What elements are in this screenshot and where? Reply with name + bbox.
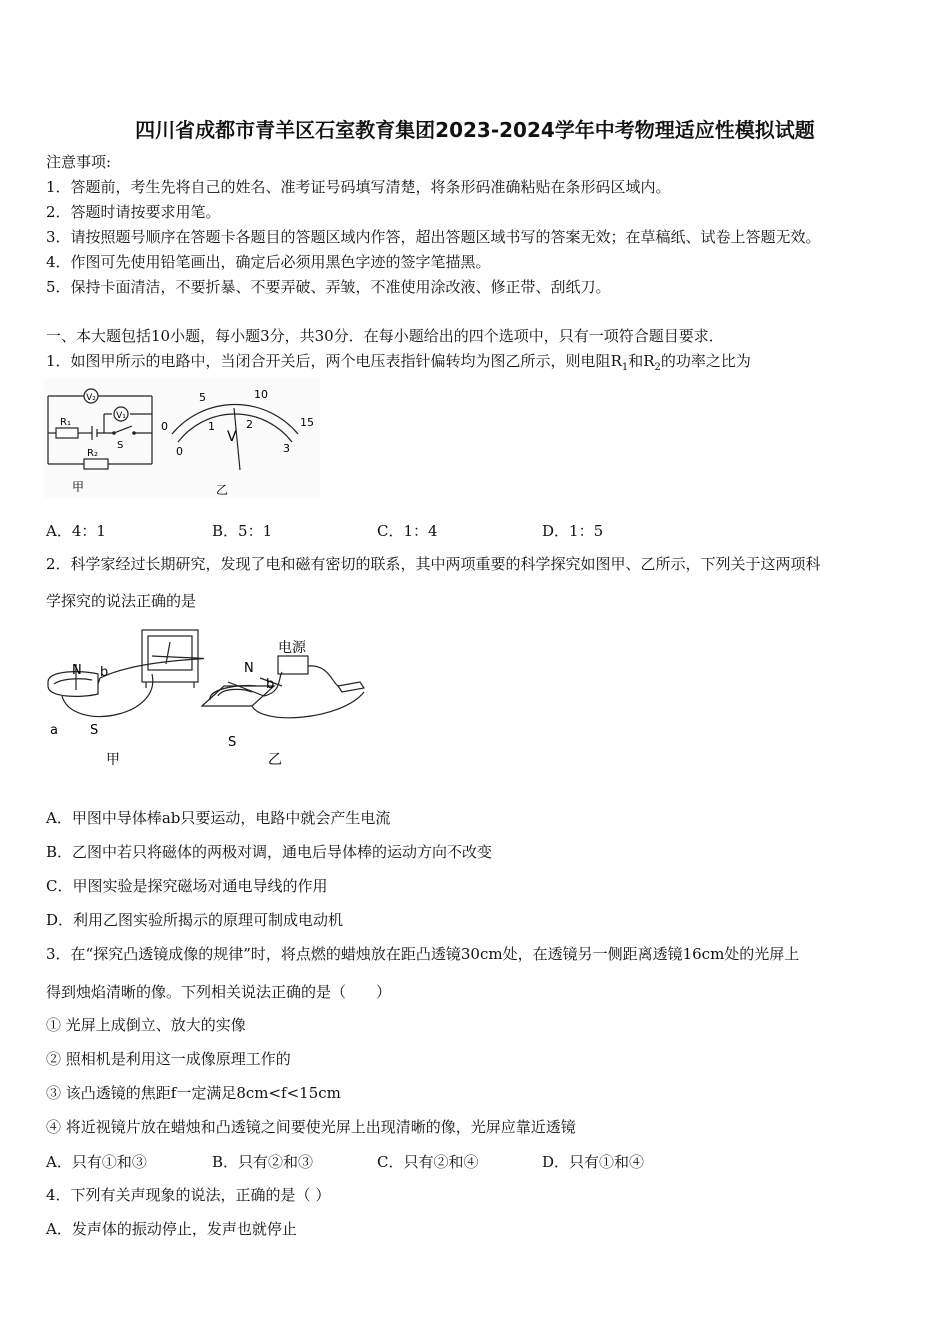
tick-top-5: 5 bbox=[199, 391, 206, 404]
tick-bottom-2: 2 bbox=[246, 418, 253, 431]
switch-label: S bbox=[117, 440, 124, 451]
q1-option-a[interactable]: A．4：1 bbox=[46, 522, 106, 540]
notice-heading: 注意事项: bbox=[46, 153, 112, 171]
q2-option-b[interactable]: B．乙图中若只将磁体的两极对调，通电后导体棒的运动方向不改变 bbox=[46, 843, 493, 861]
q3-statement-2: ② 照相机是利用这一成像原理工作的 bbox=[46, 1050, 291, 1068]
notice-item-1: 1．答题前，考生先将自己的姓名、准考证号码填写清楚，将条形码准确粘贴在条形码区域内。 bbox=[46, 178, 671, 196]
q4-option-a[interactable]: A．发声体的振动停止，发声也就停止 bbox=[46, 1220, 297, 1238]
question-2-stem-line-1: 2．科学家经过长期研究，发现了电和磁有密切的联系，其中两项重要的科学探究如图甲、乙所示，下列关于这两项科 bbox=[46, 555, 821, 573]
figure-2-jia-label: 甲 bbox=[106, 752, 120, 768]
yi-b-label: b bbox=[266, 677, 275, 692]
question-3-stem-line-1: 3．在“探究凸透镜成像的规律”时，将点燃的蜡烛放在距凸透镜30cm处，在透镜另一侧距离透镜16cm处的光屏上 bbox=[46, 945, 800, 963]
page-title: 四川省成都市青羊区石室教育集团2023-2024学年中考物理适应性模拟试题 bbox=[135, 118, 815, 142]
notice-item-5: 5．保持卡面清洁，不要折暴、不要弄破、弄皱，不准使用涂改液、修正带、刮纸刀。 bbox=[46, 278, 611, 296]
r2-label: R₂ bbox=[87, 448, 98, 459]
jia-a-label: a bbox=[50, 723, 58, 738]
yi-s-label: S bbox=[228, 735, 237, 750]
power-source-label: 电源 bbox=[278, 640, 306, 656]
section-1-heading: 一、本大题包括10小题，每小题3分，共30分．在每小题给出的四个选项中，只有一项符合题目要求． bbox=[46, 327, 724, 345]
question-4-stem: 4．下列有关声现象的说法，正确的是（ ） bbox=[46, 1186, 331, 1204]
q2-option-a[interactable]: A．甲图中导体棒ab只要运动，电路中就会产生电流 bbox=[46, 809, 391, 827]
q3-option-b[interactable]: B．只有②和③ bbox=[212, 1153, 314, 1171]
question-2-figure bbox=[42, 622, 372, 770]
q1-option-d[interactable]: D．1：5 bbox=[542, 522, 604, 540]
q3-statement-1: ① 光屏上成倒立、放大的实像 bbox=[46, 1016, 246, 1034]
tick-top-15: 15 bbox=[300, 416, 314, 429]
q3-statement-3: ③ 该凸透镜的焦距f一定满足8cm<f<15cm bbox=[46, 1084, 341, 1102]
dial-v-label: V bbox=[227, 429, 237, 445]
figure-yi-label: 乙 bbox=[216, 483, 229, 497]
q2-option-d[interactable]: D．利用乙图实验所揭示的原理可制成电动机 bbox=[46, 911, 344, 929]
q3-option-c[interactable]: C．只有②和④ bbox=[377, 1153, 479, 1171]
tick-bottom-1: 1 bbox=[208, 420, 215, 433]
question-1-figure bbox=[44, 378, 320, 498]
tick-top-0: 0 bbox=[161, 420, 168, 433]
q3-option-a[interactable]: A．只有①和③ bbox=[46, 1153, 147, 1171]
r1-label: R₁ bbox=[60, 417, 71, 428]
figure-2-yi-label: 乙 bbox=[268, 752, 282, 768]
question-1-stem: 1．如图甲所示的电路中，当闭合开关后，两个电压表指针偏转均为图乙所示，则电阻$R_1$和$R_2$的功率之比为 bbox=[46, 352, 751, 373]
notice-item-3: 3．请按照题号顺序在答题卡各题目的答题区域内作答，超出答题区域书写的答案无效；在草稿纸、试卷上答题无效。 bbox=[46, 228, 821, 246]
v2-label: V₂ bbox=[86, 393, 96, 403]
tick-bottom-3: 3 bbox=[283, 442, 290, 455]
yi-n-label: N bbox=[244, 661, 254, 676]
question-3-stem-line-2: 得到烛焰清晰的像。下列相关说法正确的是（ ） bbox=[46, 983, 392, 1001]
q1-option-b[interactable]: B．5：1 bbox=[212, 522, 273, 540]
notice-item-4: 4．作图可先使用铅笔画出，确定后必须用黑色字迹的签字笔描黑。 bbox=[46, 253, 491, 271]
tick-bottom-0: 0 bbox=[176, 445, 183, 458]
jia-b-label: b bbox=[100, 665, 109, 680]
question-2-stem-line-2: 学探究的说法正确的是 bbox=[46, 592, 197, 610]
q2-option-c[interactable]: C．甲图实验是探究磁场对通电导线的作用 bbox=[46, 877, 328, 895]
jia-s-label: S bbox=[90, 723, 99, 738]
v1-label: V₁ bbox=[116, 411, 126, 421]
jia-n-label: N bbox=[72, 663, 82, 678]
q3-statement-4: ④ 将近视镜片放在蜡烛和凸透镜之间要使光屏上出现清晰的像，光屏应靠近透镜 bbox=[46, 1118, 576, 1136]
notice-item-2: 2．答题时请按要求用笔。 bbox=[46, 203, 221, 221]
tick-top-10: 10 bbox=[254, 388, 268, 401]
q3-option-d[interactable]: D．只有①和④ bbox=[542, 1153, 645, 1171]
q1-option-c[interactable]: C．1：4 bbox=[377, 522, 438, 540]
figure-jia-label: 甲 bbox=[72, 480, 85, 494]
